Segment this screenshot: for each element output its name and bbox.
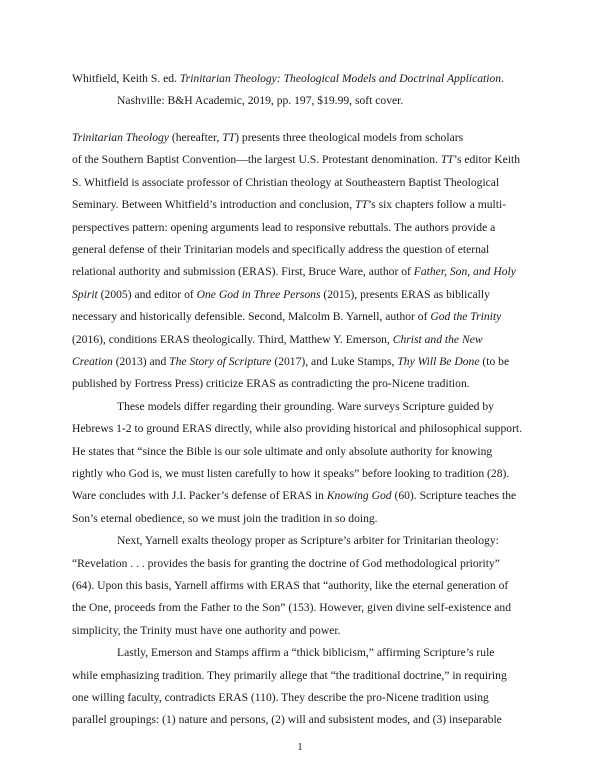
text-segment: Seminary. Between Whitfield’s introduction and conclusion, xyxy=(72,198,356,212)
text-segment: Son’s eternal obedience, so we must join the tradition in so doing. xyxy=(72,511,378,525)
body-line xyxy=(72,489,516,503)
italic-text: Trinitarian Theology xyxy=(72,131,169,144)
italic-text: Creation xyxy=(72,355,113,368)
text-segment: simplicity, the Trinity must have one authority and power. xyxy=(72,623,341,637)
body-line xyxy=(72,333,483,347)
text-segment: (2015), presents ERAS as biblically xyxy=(320,287,490,301)
body-line xyxy=(72,131,463,145)
text-segment: Next, Yarnell exalts theology proper as Scripture’s arbiter for Trinitarian theology: xyxy=(117,534,499,548)
body-line xyxy=(117,646,494,660)
citation-publisher: Nashville: B&H Academic, 2019, pp. 197, $19.99, soft cover. xyxy=(117,94,404,107)
text-segment: necessary and historically defensible. Second, Malcolm B. Yarnell, author of xyxy=(72,310,431,324)
body-line xyxy=(72,512,378,526)
body-line xyxy=(72,310,501,324)
text-segment: (2017), and Luke Stamps, xyxy=(271,355,398,368)
body-line xyxy=(72,422,522,436)
text-segment: parallel groupings: (1) nature and persons, (2) will and subsistent modes, and (3) inseparable xyxy=(72,713,502,727)
text-segment: ’s editor Keith xyxy=(453,153,521,167)
body-line xyxy=(72,691,489,705)
citation-title: Trinitarian Theology: Theological Models and Doctrinal Application xyxy=(179,72,502,85)
italic-text: One God in Three Persons xyxy=(196,287,321,301)
text-segment: (64). Upon this basis, Yarnell affirms with ERAS that “authority, like the eternal generation of xyxy=(72,579,509,592)
body-line xyxy=(72,624,340,638)
text-segment: “Revelation . . . provides the basis for granting the doctrine of God methodological priority” xyxy=(72,556,500,570)
text-segment: (60). Scripture teaches the xyxy=(391,489,517,503)
text-segment: while emphasizing tradition. They primarily allege that “the traditional doctrine,” in requiring xyxy=(72,668,507,682)
text-segment: (2016), conditions ERAS theologically. Third, Matthew Y. Emerson, xyxy=(72,332,393,346)
body-line xyxy=(72,221,495,235)
text-segment: ’s six chapters follow a multi- xyxy=(367,198,507,212)
body-line xyxy=(72,198,506,212)
body-line xyxy=(72,243,489,257)
italic-text: TT xyxy=(355,198,368,212)
text-segment: These models differ regarding their grounding. Ware surveys Scripture guided by xyxy=(117,399,494,413)
body-line xyxy=(72,288,490,302)
body-line xyxy=(72,579,508,593)
page-number: 1 xyxy=(297,742,303,753)
text-segment: rightly who God is, we must listen carefully to how it speaks” before looking to tradition (28). xyxy=(72,467,510,480)
italic-text: Knowing God xyxy=(326,489,392,503)
body-line xyxy=(72,557,500,571)
citation-line-1 xyxy=(72,72,504,86)
body-line xyxy=(72,176,499,190)
text-segment: Hebrews 1-2 to ground ERAS directly, while also providing historical and philosophical support. xyxy=(72,422,523,436)
text-segment: perspectives pattern: opening arguments lead to responsive rebuttals. The authors provide a xyxy=(72,220,496,234)
italic-text: Thy Will Be Done xyxy=(397,355,480,368)
text-segment: (2013) and xyxy=(112,355,170,368)
text-segment: S. Whitfield is associate professor of Christian theology at Southeastern Baptist Theological xyxy=(72,175,500,189)
body-line xyxy=(72,669,507,683)
body-line xyxy=(72,377,470,391)
text-segment: relational authority and submission (ERAS). First, Bruce Ware, author of xyxy=(72,265,414,279)
text-segment: (to be xyxy=(479,355,510,368)
text-segment: Ware concludes with J.I. Packer’s defense of ERAS in xyxy=(72,489,327,503)
text-segment: ) presents three theological models from scholars xyxy=(235,131,464,144)
text-segment: general defense of their Trinitarian models and specifically address the question of eternal xyxy=(72,243,490,256)
text-segment: He states that “since the Bible is our sole ultimate and only absolute authority for knowing xyxy=(72,444,493,458)
italic-text: TT xyxy=(222,131,236,144)
italic-text: Christ and the New xyxy=(392,332,483,346)
italic-text: Father, Son, and Holy xyxy=(413,265,516,279)
body-line xyxy=(72,355,509,369)
body-line xyxy=(72,445,492,459)
body-line xyxy=(72,467,509,481)
citation-title-end: . xyxy=(501,72,504,85)
text-segment: (2005) and editor of xyxy=(97,287,197,301)
text-segment: of the Southern Baptist Convention—the largest U.S. Protestant denomination. xyxy=(72,153,441,167)
body-line xyxy=(72,265,516,279)
italic-text: The Story of Scripture xyxy=(169,355,272,368)
italic-text: God the Trinity xyxy=(430,310,502,324)
citation-author: Whitfield, Keith S. ed. xyxy=(72,72,180,85)
italic-text: Spirit xyxy=(72,287,98,301)
italic-text: TT xyxy=(440,153,454,167)
body-line xyxy=(117,400,494,414)
text-segment: Lastly, Emerson and Stamps affirm a “thick biblicism,” affirming Scripture’s rule xyxy=(117,646,495,660)
text-segment: one willing faculty, contradicts ERAS (110). They describe the pro-Nicene tradition using xyxy=(72,691,489,704)
text-segment: (hereafter, xyxy=(168,131,223,144)
body-line xyxy=(117,534,499,548)
body-line xyxy=(72,713,502,727)
text-segment: published by Fortress Press) criticize ERAS as contradicting the pro-Nicene tradition. xyxy=(72,377,470,391)
body-line xyxy=(72,153,520,167)
body-line xyxy=(72,601,511,615)
text-segment: the One, proceeds from the Father to the Son” (153). However, given divine self-existence and xyxy=(72,601,511,615)
